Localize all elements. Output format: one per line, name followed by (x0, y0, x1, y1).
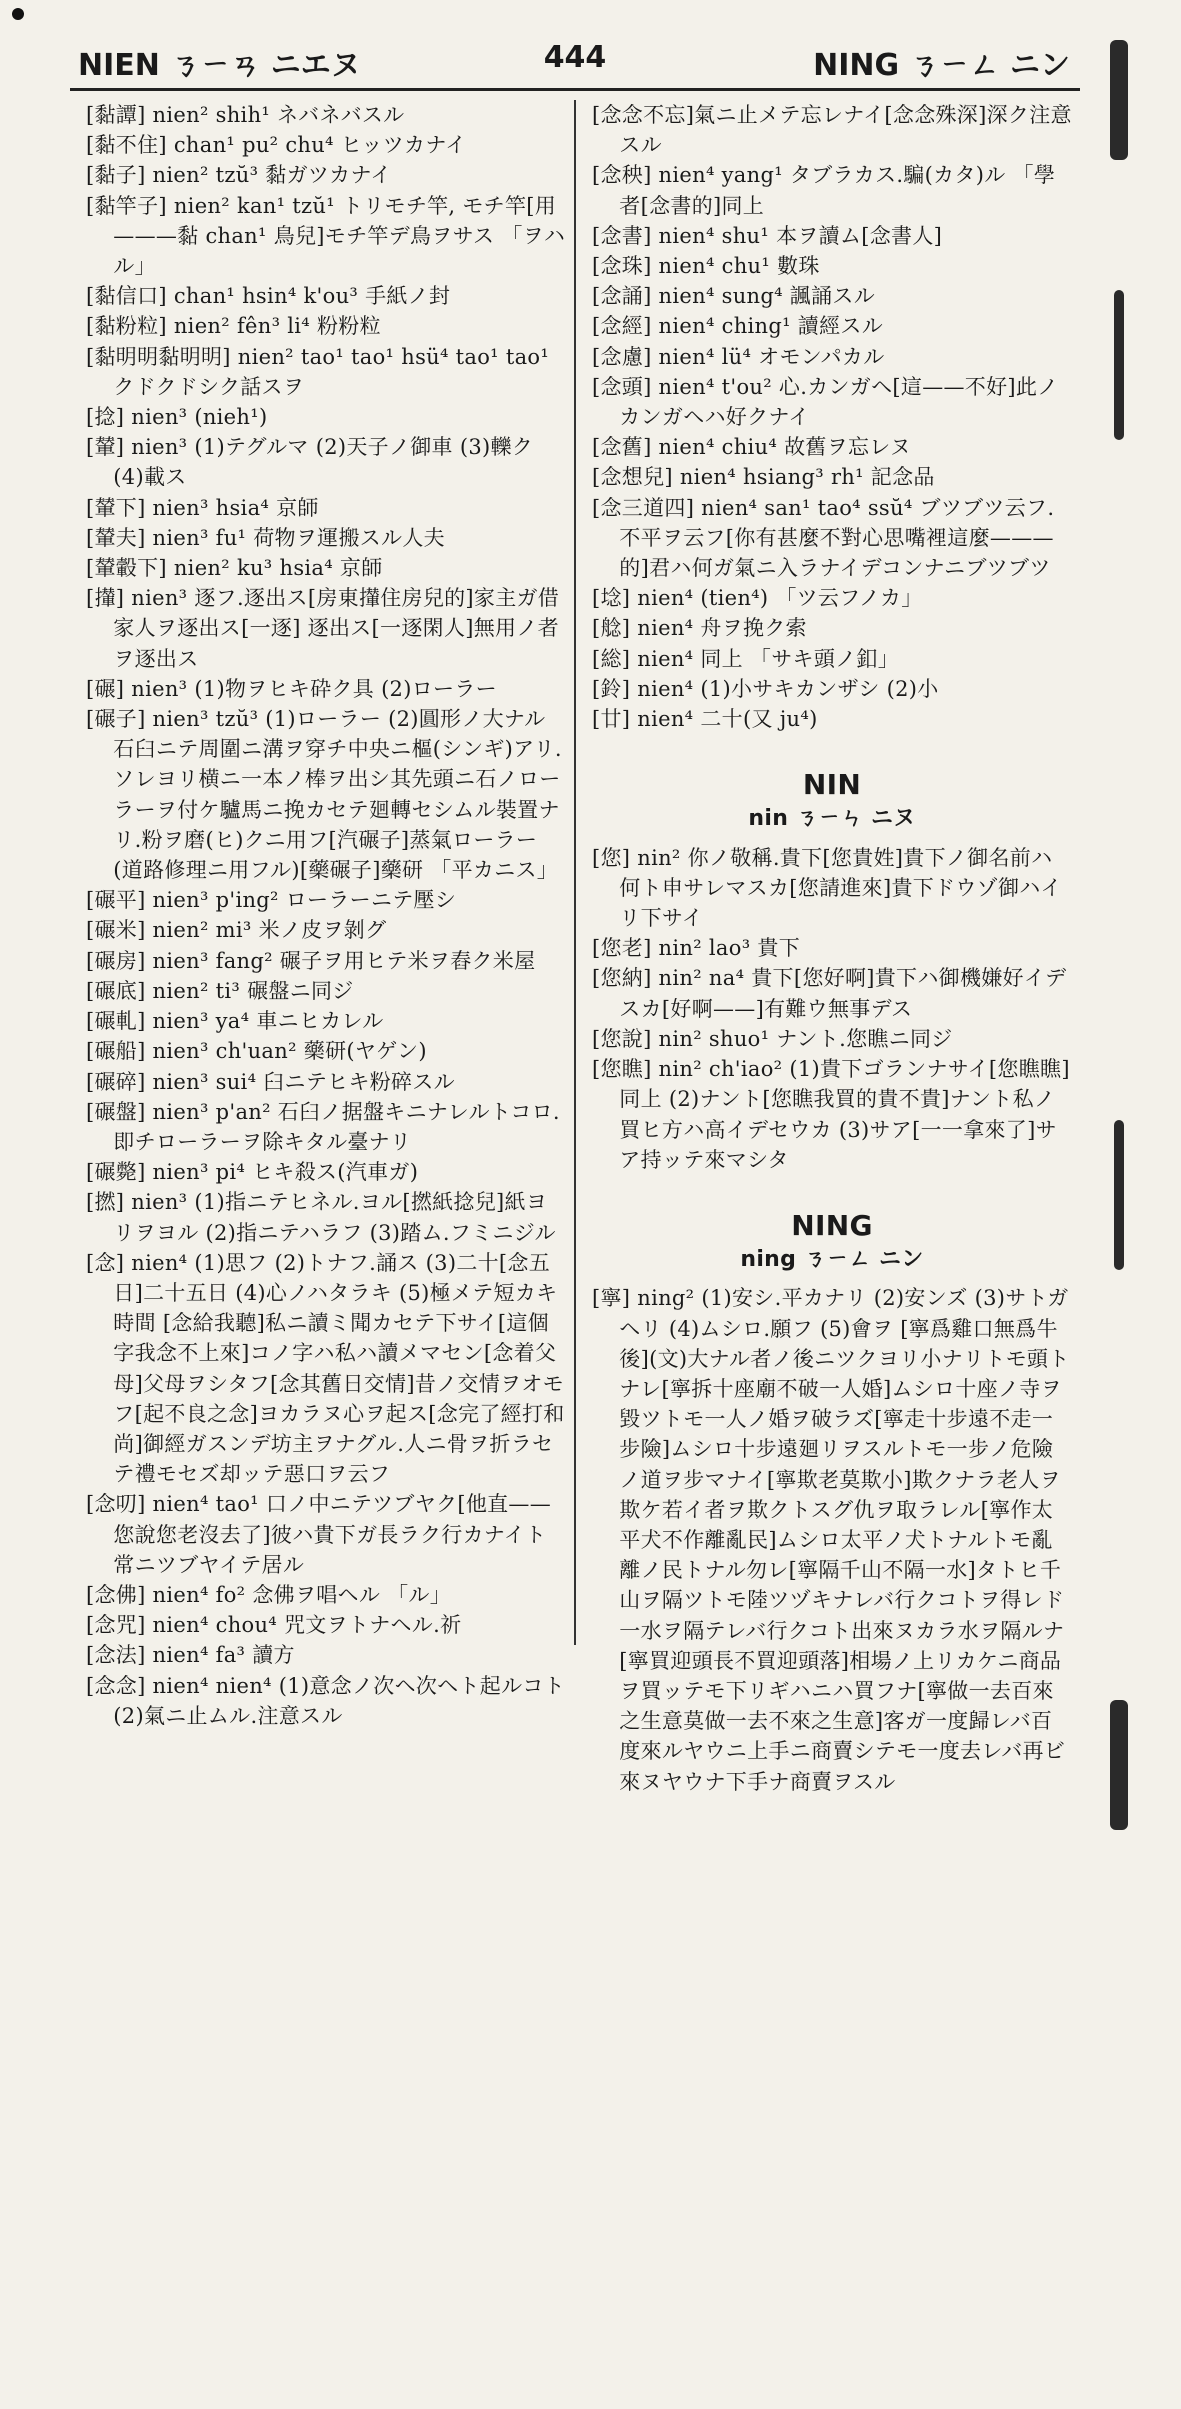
dictionary-entry: [碾米] nien² mi³ 米ノ皮ヲ剝グ (86, 918, 387, 943)
page-number: 444 (543, 40, 607, 75)
dictionary-entry: [撚] nien³ (1)指ニテヒネル.ヨル[撚紙捻兒]紙ヨリヲヨル (2)指ニテハラフ (3)踏ム.フミニジル (86, 1190, 556, 1245)
binding-mark (1114, 1120, 1124, 1270)
dictionary-entry: [念叨] nien⁴ tao¹ 口ノ中ニテツブヤク[他直——您說您老沒去了]彼ハ貴下ガ長ラク行カナイト常ニツブヤイテ居ル (86, 1492, 552, 1577)
dictionary-entry: [念慮] nien⁴ lü⁴ オモンパカル (592, 344, 885, 369)
left-column (86, 100, 566, 1731)
dictionary-entry: [念三道四] nien⁴ san¹ tao⁴ ssŭ⁴ ブツブツ云フ.不平ヲ云フ[你有甚麼不對心思嘴裡這麼———的]君ハ何ガ氣ニ入ラナイデコンナニブツブツ (592, 495, 1055, 581)
dictionary-entry: [碾底] nien² ti³ 碾盤ニ同ジ (86, 978, 354, 1003)
dictionary-entry: [念經] nien⁴ ching¹ 讀經スル (592, 314, 884, 339)
dictionary-entry: [黏不住] chan¹ pu² chu⁴ ヒッツカナイ (86, 133, 467, 158)
dictionary-entry: [念咒] nien⁴ chou⁴ 咒文ヲトナヘル.祈 (86, 1613, 462, 1638)
dictionary-entry: [総] nien⁴ 同上 「サキ頭ノ釦」 (592, 646, 900, 671)
right-column-entries (592, 100, 1072, 734)
section-subtitle-ning: ning ㄋㄧㄥ ニン (740, 1247, 924, 1273)
ning-entries (592, 1283, 1072, 1796)
dictionary-entry: [您說] nin² shuo¹ ナント.您瞧ニ同ジ (592, 1026, 953, 1051)
dictionary-entry: [碾船] nien³ ch'uan² 藥研(ヤゲン) (86, 1039, 427, 1064)
dictionary-entry: [輦轂下] nien² ku³ hsia⁴ 京師 (86, 556, 383, 581)
dictionary-entry: [碾碎] nien³ sui⁴ 臼ニテヒキ粉碎スル (86, 1069, 455, 1094)
page-header (70, 28, 1080, 91)
dictionary-entry: [黏粉粒] nien² fên³ li⁴ 粉粉粒 (86, 314, 381, 339)
dictionary-entry: [黏子] nien² tzŭ³ 黏ガツカナイ (86, 163, 392, 188)
dictionary-entry: [輦夫] nien³ fu¹ 荷物ヲ運搬スル人夫 (86, 525, 445, 550)
dictionary-entry: [碾斃] nien³ pi⁴ ヒキ殺ス(汽車ガ) (86, 1160, 419, 1185)
binding-mark (1110, 1700, 1128, 1830)
dictionary-entry: [碾盤] nien³ p'an² 石臼ノ据盤キニナレルトコロ.即チローラーヲ除キタル臺ナリ (86, 1099, 560, 1154)
binding-mark (1114, 290, 1124, 440)
dictionary-entry: [念佛] nien⁴ fo² 念佛ヲ唱ヘル 「ル」 (86, 1582, 452, 1607)
dictionary-entry: [輦下] nien³ hsia⁴ 京師 (86, 495, 319, 520)
dictionary-entry: [輦] nien³ (1)テグルマ (2)天子ノ御車 (3)轢ク (4)載ス (86, 435, 534, 490)
dictionary-entry: [念舊] nien⁴ chiu⁴ 故舊ヲ忘レヌ (592, 435, 912, 460)
section-nin (592, 770, 1072, 1175)
dictionary-entry: [您納] nin² na⁴ 貴下[您好啊]貴下ハ御機嫌好イデスカ[好啊——]有難ウ無事デス (592, 966, 1067, 1021)
dictionary-entry: [鈴] nien⁴ (1)小サキカンザシ (2)小 (592, 676, 939, 701)
dictionary-entry: [念念] nien⁴ nien⁴ (1)意念ノ次ヘ次ヘト起ルコト (2)氣ニ止ムル.注意スル (86, 1673, 565, 1728)
dictionary-entry: [黏明明黏明明] nien² tao¹ tao¹ hsü⁴ tao¹ tao¹ クドクドシク話スヲ (86, 344, 550, 399)
right-column (592, 100, 1072, 1797)
dictionary-entry: [碾子] nien³ tzŭ³ (1)ローラー (2)圓形ノ大ナル石臼ニテ周圍ニ溝ヲ穿チ中央ニ樞(シンギ)アリ.ソレヨリ横ニ一本ノ棒ヲ出シ其先頭ニ石ノローラーヲ付ケ驢馬ニ挽カセテ廻轉セシムル裝置ナリ.粉ヲ磨(ヒ)クニ用フ[汽碾子]蒸氣ローラー(道路修理ニ用フル)[藥碾子]藥研 「平カニス」 (86, 707, 562, 883)
dictionary-entry: [念頭] nien⁴ t'ou² 心.カンガヘ[這——不好]此ノカンガヘハ好クナイ (592, 374, 1059, 430)
section-subtitle-nin: nin ㄋㄧㄣ ニヌ (748, 806, 916, 832)
dictionary-entry: [您老] nin² lao³ 貴下 (592, 936, 800, 961)
dictionary-entry: [念法] nien⁴ fa³ 讀方 (86, 1643, 295, 1668)
dictionary-entry: [碾平] nien³ p'ing² ローラーニテ壓シ (86, 888, 457, 913)
dictionary-entry: [您瞧] nin² ch'iao² (1)貴下ゴランナサイ[您瞧瞧]同上 (2)ナント[您瞧我買的貴不貴]ナント私ノ買ヒ方ハ高イデセウカ (3)サア[一一拿來了]サア持ッテ來マシタ (592, 1057, 1070, 1172)
dictionary-entry: [念珠] nien⁴ chu¹ 數珠 (592, 254, 820, 279)
corner-dot (12, 8, 24, 20)
dictionary-entry: [念誦] nien⁴ sung⁴ 諷誦スル (592, 284, 876, 309)
dictionary-entry: [艌] nien⁴ 舟ヲ挽ク索 (592, 616, 807, 641)
header-left-heading: NIEN ㄋㄧㄢ ニエヌ (78, 48, 361, 83)
dictionary-entry: [念] nien⁴ (1)思フ (2)トナフ.誦ス (3)二十[念五日]二十五日 (4)心ノハタラキ (5)極メテ短カキ時間 [念給我聽]私ニ讀ミ聞カセテ下サイ[這個字我念不上來]コノ字ハ私ハ讀メマセン[念着父母]父母ヲシタフ[念其舊日交情]昔ノ交情ヲオモフ[起不良之念]ヨカラヌ心ヲ起ス[念完了經打和尚]御經ガスンデ坊主ヲナグル.人ニ骨ヲ折ラセテ禮モセズ却ッテ惡口ヲ云フ (86, 1250, 565, 1487)
dictionary-entry: [黏竿子] nien² kan¹ tzŭ¹ トリモチ竿, モチ竿[用———黏 chan¹ 鳥兒]モチ竿デ鳥ヲサス 「ヲハル」 (86, 193, 566, 279)
dictionary-entry: [黏信口] chan¹ hsin⁴ k'ou³ 手紙ノ封 (86, 284, 451, 309)
header-right-heading: NING ㄋㄧㄥ ニン (813, 48, 1070, 83)
dictionary-entry: [碾] nien³ (1)物ヲヒキ砕ク具 (2)ローラー (86, 676, 497, 701)
dictionary-entry: [您] nin² 你ノ敬稱.貴下[您貴姓]貴下ノ御名前ハ何ト申サレマスカ[您請進來]貴下ドウゾ御ハイリ下サイ (592, 845, 1062, 931)
dictionary-entry: [念秧] nien⁴ yang¹ タブラカス.騙(カタ)ル 「學者[念書的]同上 (592, 163, 1056, 218)
binding-mark (1110, 40, 1128, 160)
dictionary-entry: [攆] nien³ 逐フ.逐出ス[房東攆住房兒的]家主ガ借家人ヲ逐出ス[一逐] 逐出ス[一逐閑人]無用ノ者ヲ逐出ス (86, 586, 560, 671)
dictionary-entry: [埝] nien⁴ (tien⁴) 「ツ云フノカ」 (592, 586, 923, 611)
dictionary-entry: [碾軋] nien³ ya⁴ 車ニヒカレル (86, 1009, 384, 1034)
column-divider (574, 100, 576, 1645)
dictionary-entry: [念書] nien⁴ shu¹ 本ヲ讀ム[念書人] (592, 223, 943, 248)
dictionary-entry: [碾房] nien³ fang² 碾子ヲ用ヒテ米ヲ舂ク米屋 (86, 948, 536, 973)
dictionary-entry: [廿] nien⁴ 二十(又 ju⁴) (592, 707, 818, 732)
section-title-ning: NING (791, 1208, 873, 1242)
section-ning (592, 1208, 1072, 1797)
dictionary-entry: [念想兒] nien⁴ hsiang³ rh¹ 記念品 (592, 465, 935, 490)
nin-entries (592, 843, 1072, 1175)
dictionary-entry: [黏譚] nien² shih¹ ネバネバスル (86, 103, 405, 127)
dictionary-entry: [捻] nien³ (nieh¹) (86, 405, 268, 430)
section-title-nin: NIN (802, 768, 862, 802)
dictionary-entry: [寧] ning² (1)安シ.平カナリ (2)安ンズ (3)サトガヘリ (4)ムシロ.願フ (5)會ヲ [寧爲雞口無爲牛後](文)大ナル者ノ後ニツクヨリ小ナリトモ頭トナレ[寧拆十座廟不破一人婚]ムシロ十座ノ寺ヲ毀ツトモ一人ノ婚ヲ破ラズ[寧走十步遠不走一步險]ムシロ十步遠廻リヲスルトモ一步ノ危險ノ道ヲ步マナイ[寧欺老莫欺小]欺クナラ老人ヲ欺ケ若イ者ヲ欺クトスグ仇ヲ取ラレル[寧作太平犬不作離亂民]ムシロ太平ノ犬トナルトモ亂離ノ民トナル勿レ[寧隔千山不隔一水]タトヒ千山ヲ隔ツトモ陸ツヅキナレバ行クコトヲ得レド一水ヲ隔テレバ行クコト出來ヌカラ水ヲ隔ルナ[寧買迎頭長不買迎頭落]相場ノ上リカケニ商品ヲ買ッテモ下リギハニハ買フナ[寧做一去百來之生意莫做一去不來之生意]客ガ一度歸レバ百度來ルヤウニ上手ニ商賣シテモ一度去レバ再ビ來ヌヤウナ下手ナ商賣ヲスル (592, 1286, 1070, 1794)
dictionary-entry: [念念不忘]氣ニ止メテ忘レナイ[念念殊深]深ク注意スル (592, 103, 1072, 158)
